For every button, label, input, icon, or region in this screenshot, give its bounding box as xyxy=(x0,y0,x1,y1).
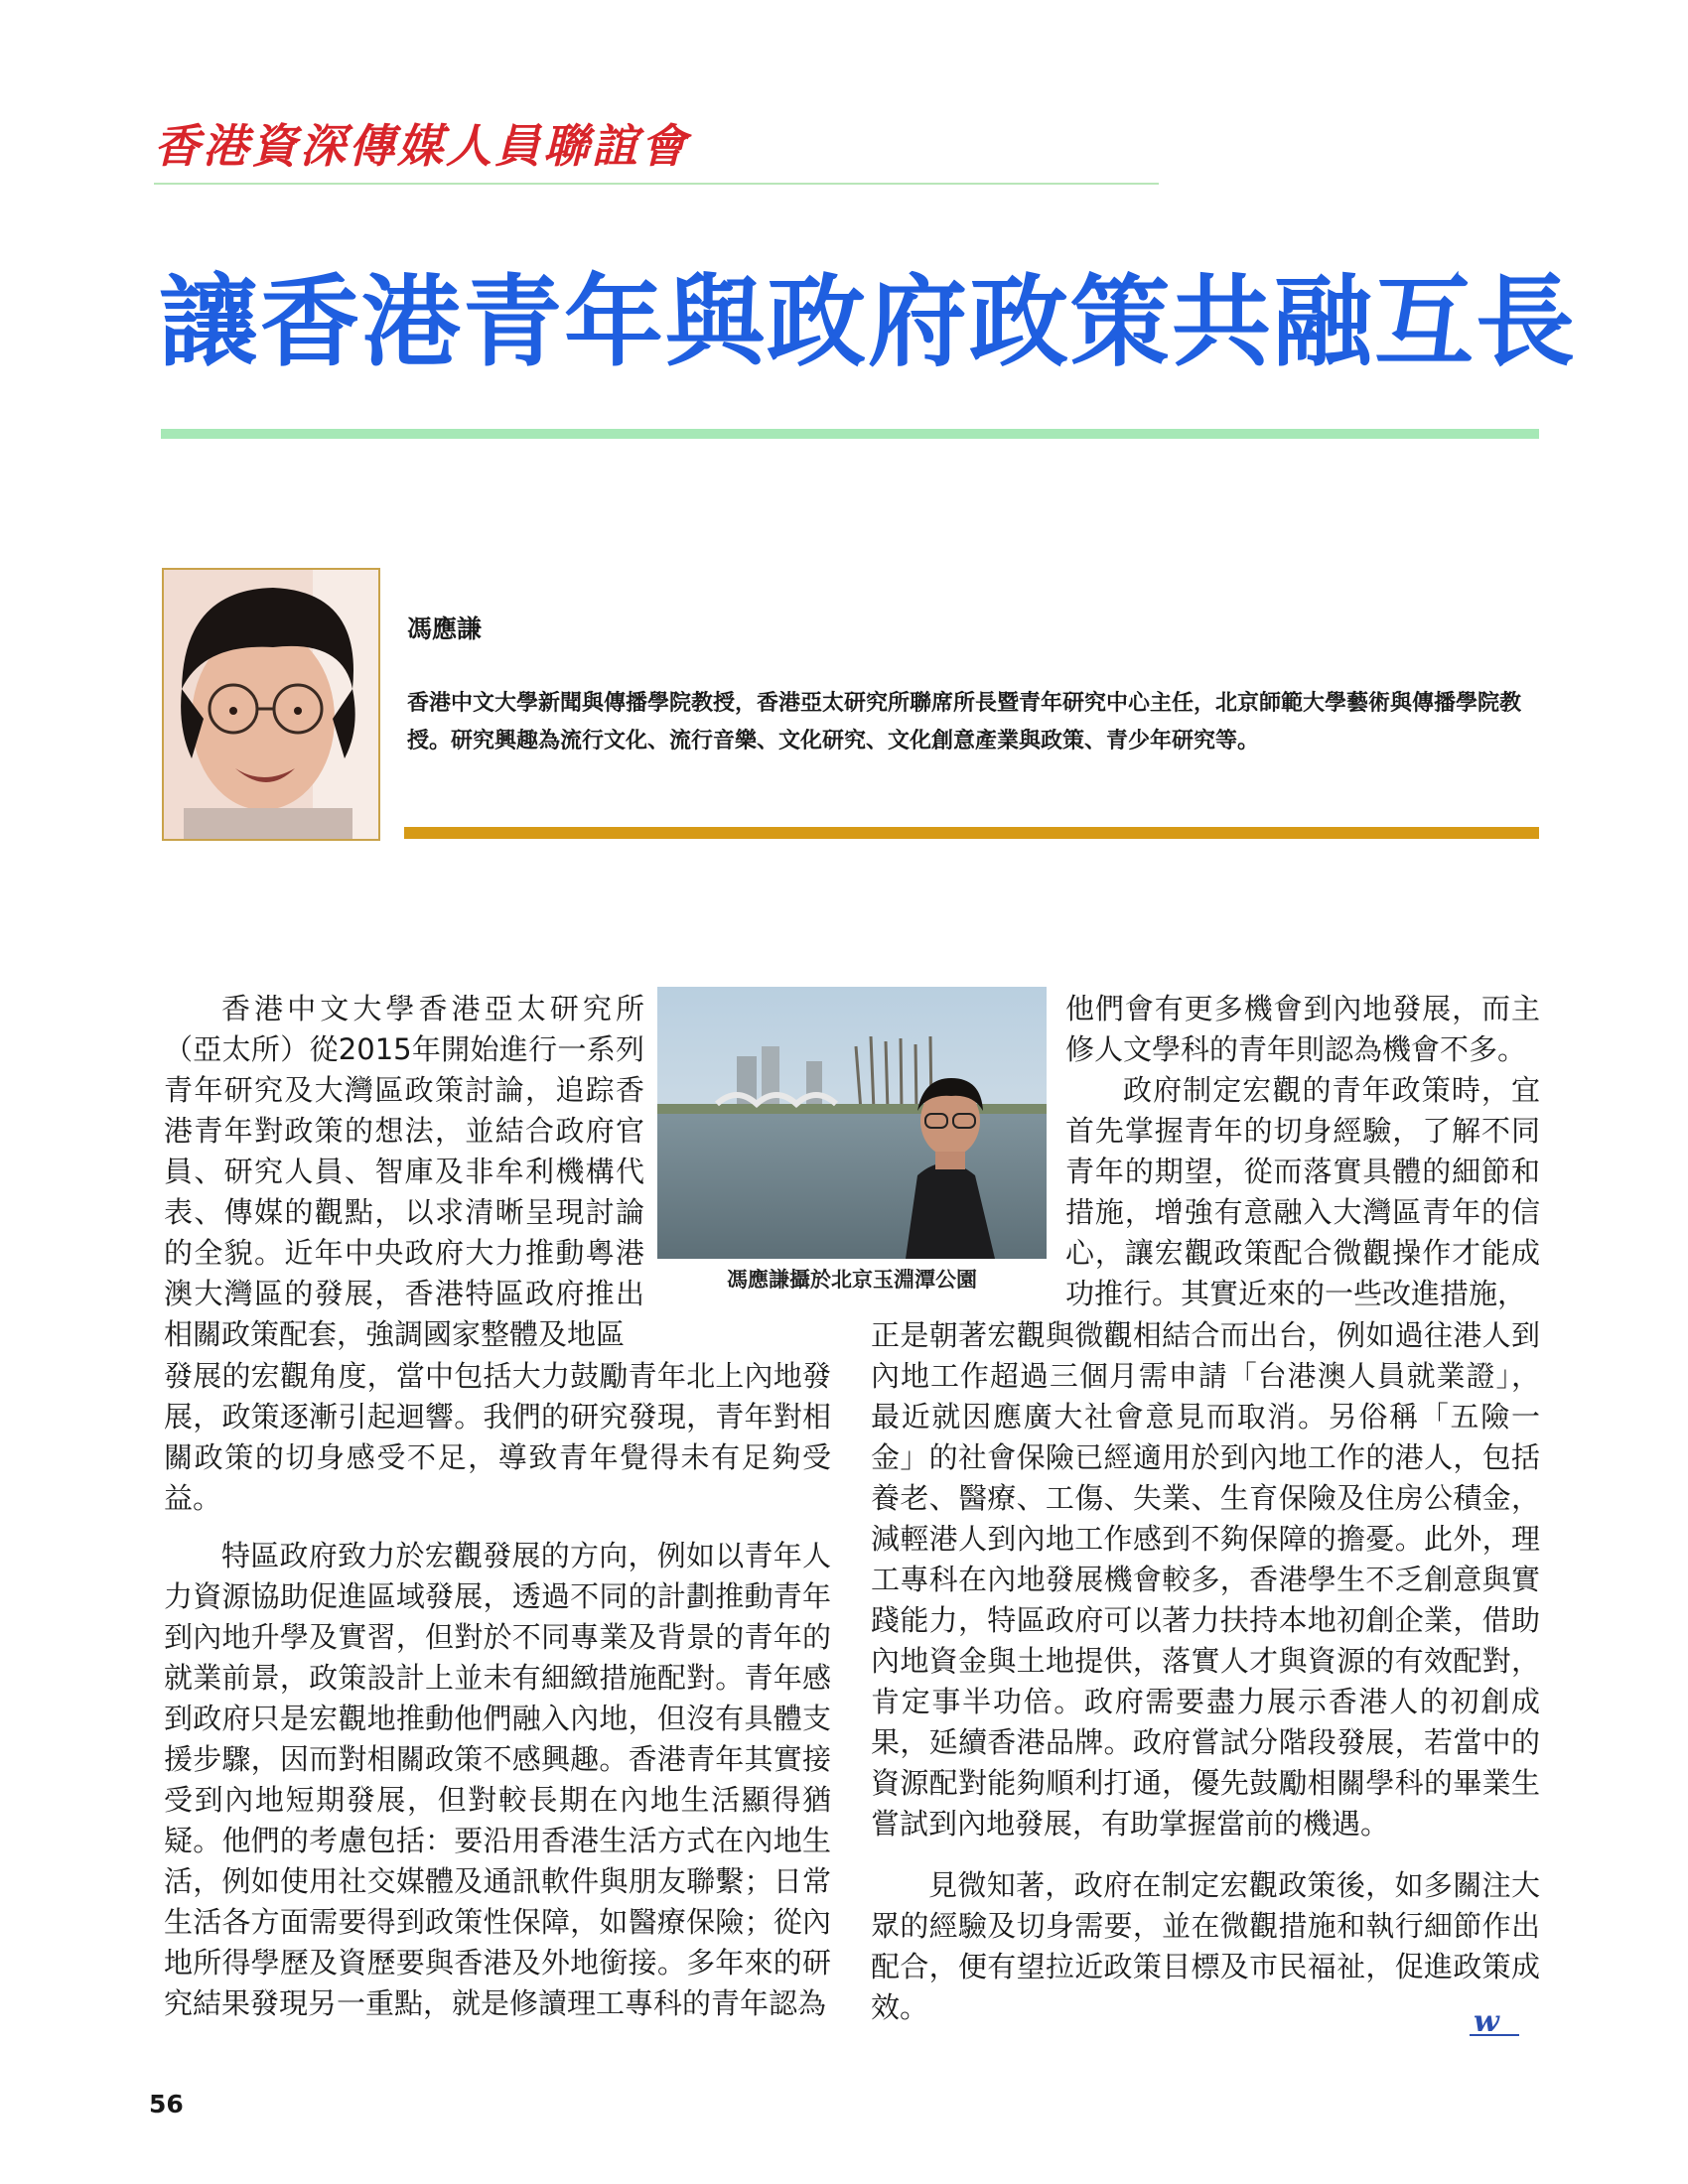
park-photo-image xyxy=(657,987,1047,1259)
author-portrait-image xyxy=(164,570,378,839)
paragraph-2: 特區政府致力於宏觀發展的方向，例如以青年人力資源協助促進區域發展，透過不同的計劃推動青年到內地升學及實習，但對於不同專業及背景的青年的就業前景，政策設計上並未有細緻措施配對。青年感到政府只是宏觀地推動他們融入內地，但沒有具體支援步驟，因而對相關政策不感興趣。香港青年其實接受到內地短期發展，但對較長期在內地生活顯得猶疑。他們的考慮包括：要沿用香港生活方式在內地生活，例如使用社交媒體及通訊軟件與朋友聯繫；日常生活各方面需要得到政策性保障，如醫療保險；從內地所得學歷及資歷要與香港及外地銜接。多年來的研究結果發現另一重點，就是修讀理工專科的青年認為 xyxy=(164,1539,831,2020)
article-photo xyxy=(657,987,1047,1259)
paragraph-1: 香港中文大學香港亞太研究所（亞太所）從2015年開始進行一系列青年研究及大灣區政策討論，追踪香港青年對政策的想法，並結合政府官員、研究人員、智庫及非牟利機構代表、傳媒的觀點，以求清晰呈現討論的全貌。近年中央政府大力推動粵港澳大灣區的發展，香港特區政府推出相關政策配套，強調國家整體及地區 xyxy=(164,992,644,1351)
author-divider xyxy=(404,827,1539,839)
end-mark-logo xyxy=(1470,2003,1519,2037)
paragraph-4: 政府制定宏觀的青年政策時，宜首先掌握青年的切身經驗，了解不同青年的期望，從而落實具體的細節和措施，增強有意融入大灣區青年的信心，讓宏觀政策配合微觀操作才能成功推行。其實近來的一些改進措施， xyxy=(1065,1073,1540,1310)
author-bio: 香港中文大學新聞與傳播學院教授，香港亞太研究所聯席所長暨青年研究中心主任，北京師範大學藝術與傳播學院教授。研究興趣為流行文化、流行音樂、文化研究、文化創意產業與政策、青少年研究等。 xyxy=(407,691,1522,753)
article-title: 讓香港青年與政府政策共融互長 xyxy=(159,264,1577,380)
paragraph-3: 他們會有更多機會到內地發展，而主修人文學科的青年則認為機會不多。 xyxy=(1065,992,1540,1066)
masthead-divider xyxy=(154,183,1159,185)
paragraph-5: 見微知著，政府在制定宏觀政策後，如多關注大眾的經驗及切身需要，並在微觀措施和執行細節作出配合，便有望拉近政策目標及市民福祉，促進政策成效。 xyxy=(871,1868,1540,2024)
photo-caption: 馮應謙攝於北京玉淵潭公園 xyxy=(727,1267,977,1292)
author-portrait xyxy=(162,568,380,841)
svg-text:w: w xyxy=(1474,2004,1499,2037)
paragraph-1-continued: 發展的宏觀角度，當中包括大力鼓勵青年北上內地發展，政策逐漸引起迴響。我們的研究發現，青年對相關政策的切身感受不足，導致青年覺得未有足夠受益。 xyxy=(164,1359,831,1515)
author-name: 馮應謙 xyxy=(407,614,483,643)
paragraph-4-continued: 正是朝著宏觀與微觀相結合而出台，例如過往港人到內地工作超過三個月需申請「台港澳人員就業證」，最近就因應廣大社會意見而取消。另俗稱「五險一金」的社會保險已經適用於到內地工作的港人，包括養老、醫療、工傷、失業、生育保險及住房公積金，減輕港人到內地工作感到不夠保障的擔憂。此外，理工專科在內地發展機會較多，香港學生不乏創意與實踐能力，特區政府可以著力扶持本地初創企業，借助內地資金與土地提供，落實人才與資源的有效配對，肯定事半功倍。政府需要盡力展示香港人的初創成果，延續香港品牌。政府嘗試分階段發展，若當中的資源配對能夠順利打通，優先鼓勵相關學科的畢業生嘗試到內地發展，有助掌握當前的機遇。 xyxy=(871,1318,1540,1841)
masthead-logo: 香港資深傳媒人員聯誼會 xyxy=(154,119,689,173)
page-number: 56 xyxy=(149,2090,184,2118)
title-divider xyxy=(161,429,1539,439)
